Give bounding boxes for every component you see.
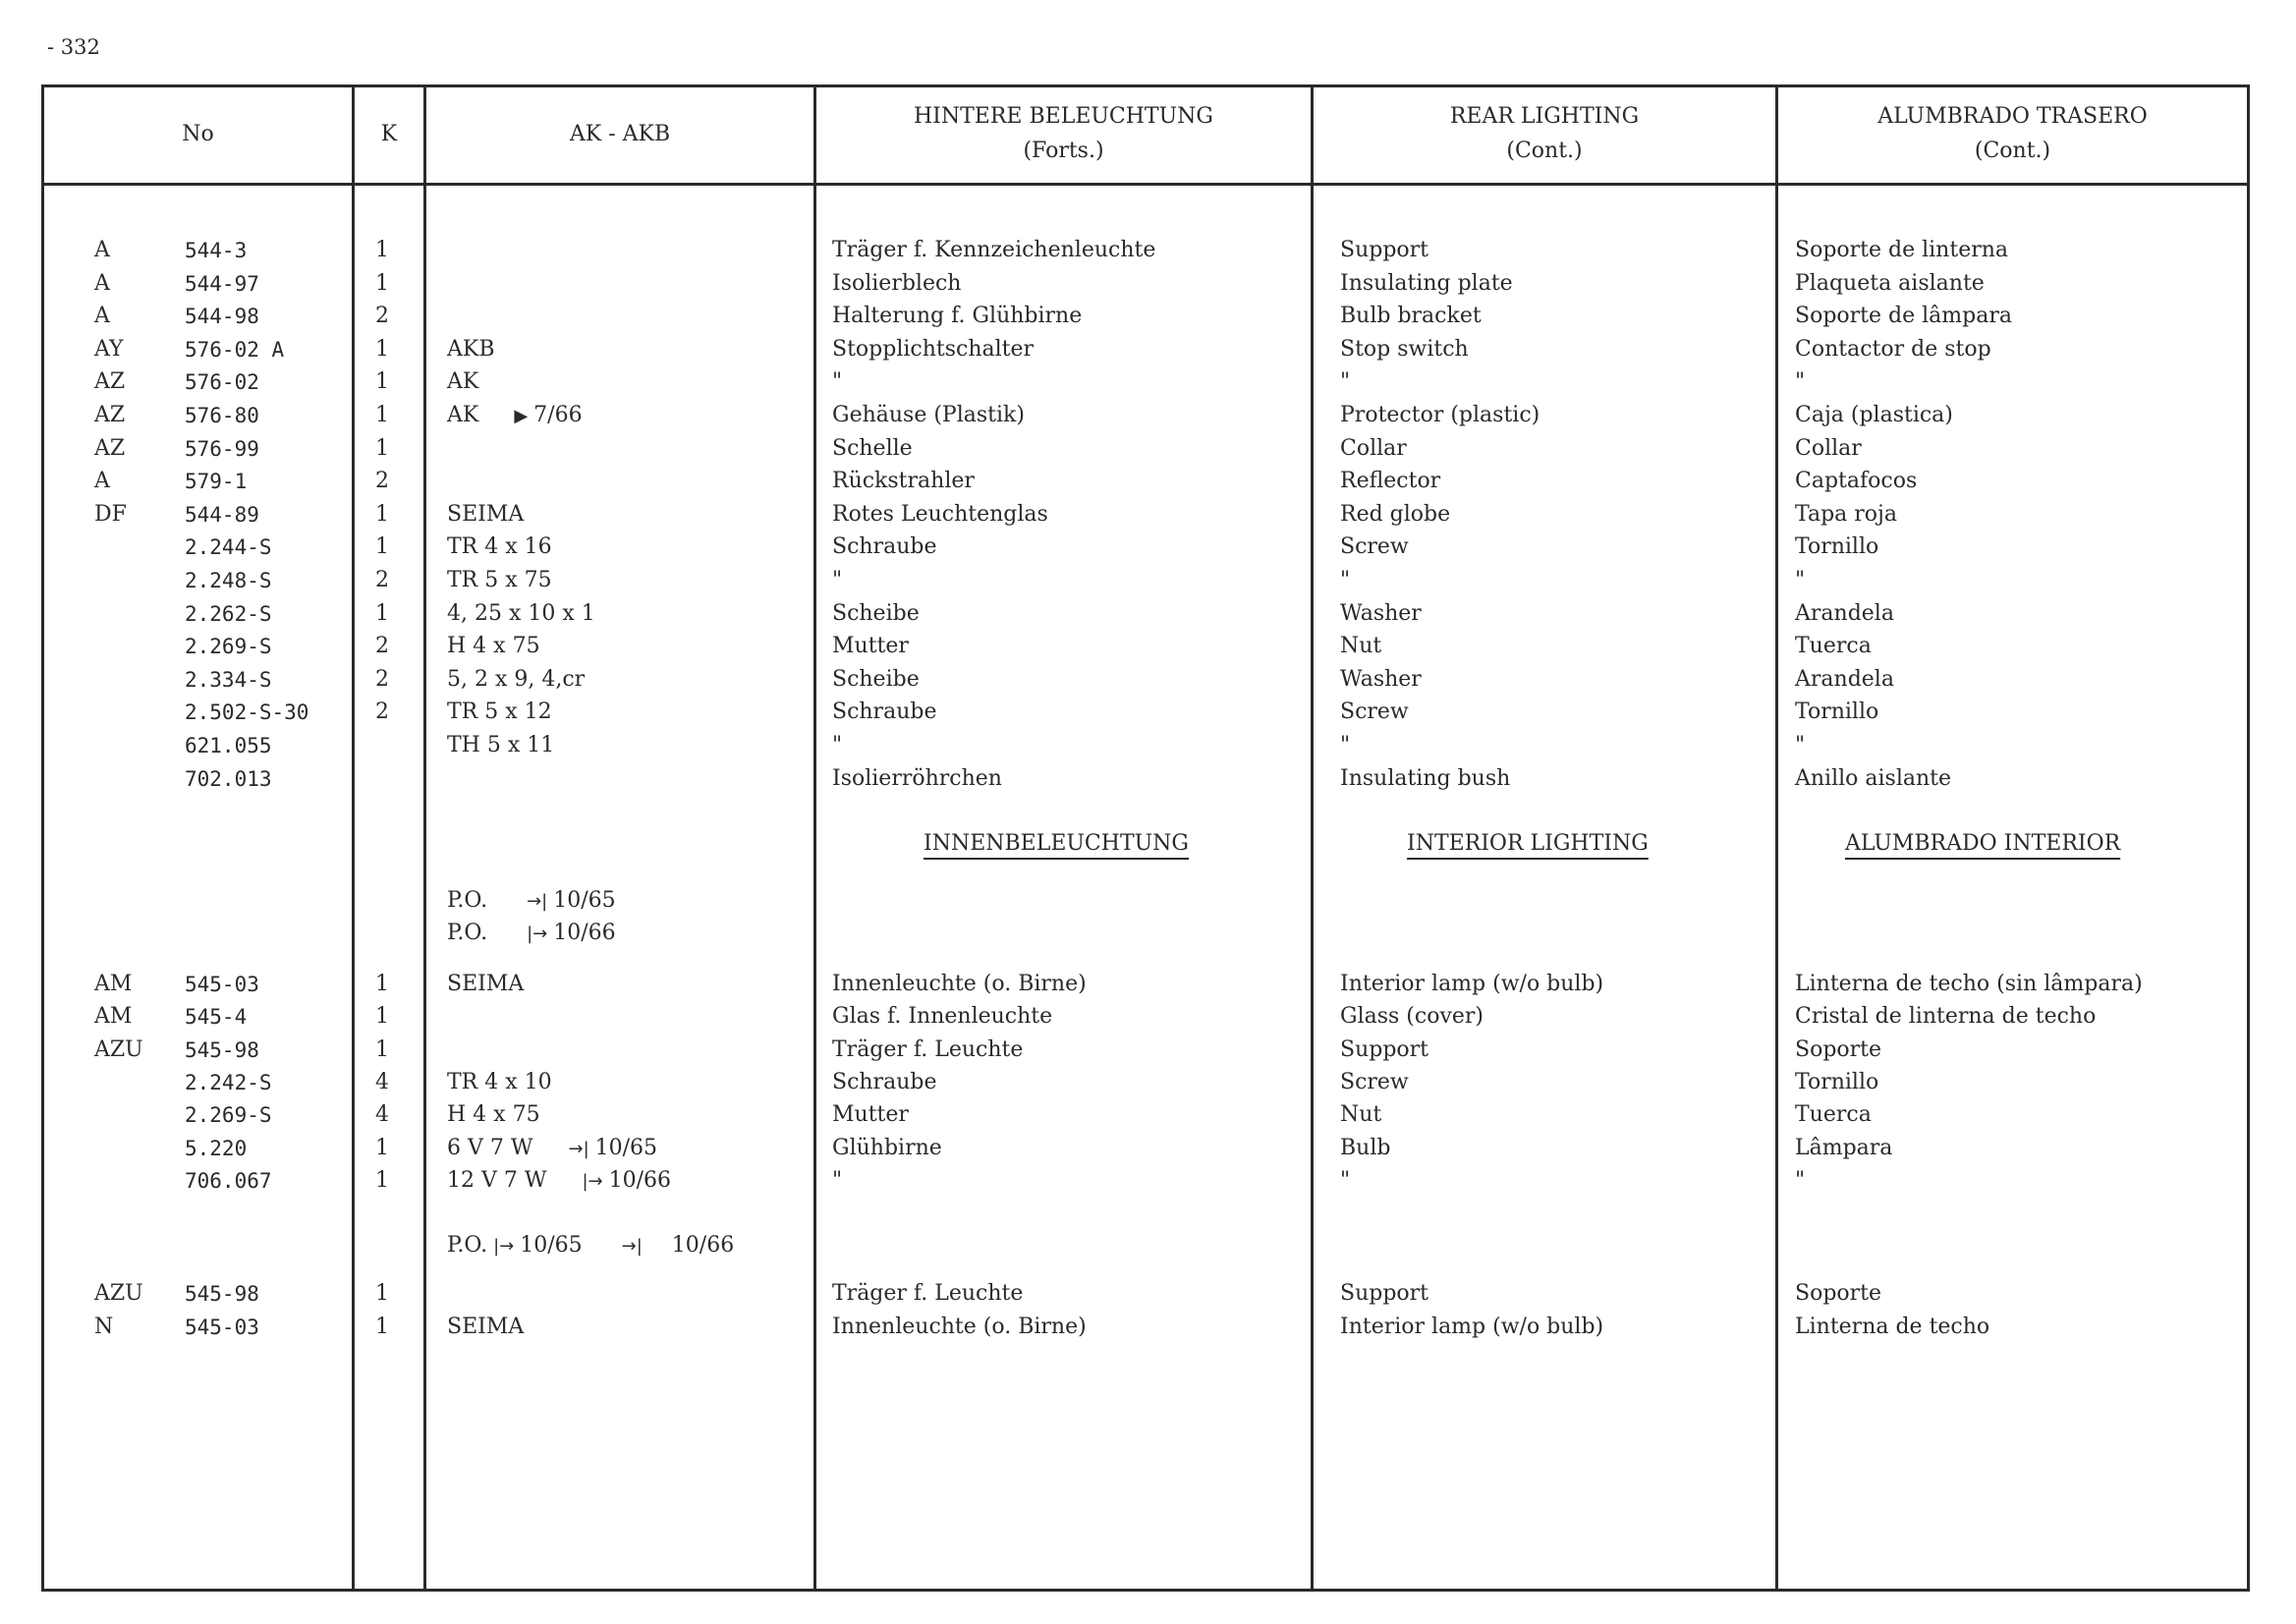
german-description: Innenleuchte (o. Birne) <box>832 972 1087 996</box>
ak-cell <box>447 500 524 530</box>
po-label: P.O. <box>447 921 488 945</box>
spanish-description: Tuerca <box>1795 634 1872 659</box>
ak-date: 10/66 <box>608 1167 672 1193</box>
quantity: 1 <box>375 435 389 461</box>
ak-cell <box>447 665 585 695</box>
part-number: 2.334-S <box>185 667 272 692</box>
ak-value: 4, 25 x 10 x 1 <box>447 600 595 626</box>
german-description: Stopplichtschalter <box>832 336 1035 362</box>
quantity: 1 <box>375 1281 389 1306</box>
spanish-description: Tapa roja <box>1795 501 1897 527</box>
ak-value: SEIMA <box>447 501 525 527</box>
ak-cell <box>447 1134 657 1163</box>
ak-cell <box>447 1068 552 1097</box>
ak-value: TR 4 x 16 <box>447 534 552 560</box>
subheading-german: INNENBELEUCHTUNG <box>924 831 1189 856</box>
english-description: Nut <box>1340 634 1382 659</box>
english-description: Insulating plate <box>1340 270 1513 296</box>
german-description: Halterung f. Glühbirne <box>832 304 1083 329</box>
english-description: Collar <box>1340 435 1407 461</box>
row-prefix: DF <box>94 501 127 527</box>
row-prefix: A <box>94 238 110 262</box>
quantity: 1 <box>375 972 389 996</box>
spanish-description: Arandela <box>1795 600 1894 626</box>
english-description: Bulb bracket <box>1340 304 1482 329</box>
spanish-description: Linterna de techo <box>1795 1314 1990 1339</box>
german-description: Schelle <box>832 435 913 461</box>
spanish-description: Linterna de techo (sin lâmpara) <box>1795 972 2143 996</box>
part-number: 545-98 <box>185 1282 259 1306</box>
german-description: Mutter <box>832 634 909 659</box>
part-number: 702.013 <box>185 766 272 791</box>
row-prefix: AM <box>94 1004 133 1030</box>
ak-cell <box>447 1100 540 1130</box>
english-description: " <box>1340 733 1351 757</box>
spanish-description: Tuerca <box>1795 1102 1872 1128</box>
column-divider <box>1311 84 1314 1592</box>
quantity: 1 <box>375 369 389 395</box>
quantity: 1 <box>375 501 389 527</box>
spanish-description: Captafocos <box>1795 469 1918 494</box>
ak-value: SEIMA <box>447 1314 525 1339</box>
header-german: HINTERE BELEUCHTUNG (Forts.) <box>914 104 1213 163</box>
english-description: Insulating bush <box>1340 765 1511 791</box>
part-number: 2.262-S <box>185 601 272 626</box>
english-description: Bulb <box>1340 1135 1391 1160</box>
german-description: Scheibe <box>832 666 920 692</box>
german-description: " <box>832 568 843 592</box>
part-number: 544-98 <box>185 305 259 329</box>
row-prefix: AZU <box>94 1036 143 1062</box>
page-number: - 332 <box>47 35 100 59</box>
english-description: " <box>1340 369 1351 395</box>
quantity: 1 <box>375 238 389 262</box>
quantity: 2 <box>375 666 389 692</box>
column-divider <box>1775 84 1778 1592</box>
german-description: Glas f. Innenleuchte <box>832 1004 1053 1030</box>
english-description: Interior lamp (w/o bulb) <box>1340 972 1604 996</box>
arrow-icon: |→ <box>527 924 548 944</box>
arrow-icon: |→ <box>493 1236 515 1257</box>
german-description: " <box>832 733 843 757</box>
part-number: 576-02 A <box>185 337 285 362</box>
english-description: Washer <box>1340 600 1422 626</box>
spanish-description: Caja (plastica) <box>1795 403 1953 427</box>
arrow-icon: →| <box>527 891 548 912</box>
ak-value: TR 5 x 12 <box>447 700 552 725</box>
german-description: Isolierröhrchen <box>832 765 1002 791</box>
ak-value: AK <box>447 369 479 395</box>
arrow-icon: ▶ <box>514 406 529 426</box>
ak-cell <box>447 1313 524 1342</box>
ak-date: 7/66 <box>533 403 583 427</box>
part-number: 544-97 <box>185 271 259 296</box>
ak-date: 10/65 <box>594 1135 658 1160</box>
header-no: No <box>182 121 214 146</box>
row-prefix: AZ <box>94 369 126 395</box>
ak-value: 5, 2 x 9, 4,cr <box>447 666 586 692</box>
ak-value: SEIMA <box>447 972 525 996</box>
part-number: 545-4 <box>185 1005 248 1030</box>
spanish-description: Tornillo <box>1795 534 1879 560</box>
quantity: 2 <box>375 700 389 725</box>
po-date: 10/66 <box>671 1233 735 1258</box>
ak-cell <box>447 632 540 661</box>
quantity: 2 <box>375 304 389 329</box>
german-description: " <box>832 1167 843 1193</box>
part-number: 576-80 <box>185 404 259 427</box>
part-number: 576-99 <box>185 436 259 461</box>
header-divider <box>41 183 2250 186</box>
german-description: Schraube <box>832 534 937 560</box>
german-description: Innenleuchte (o. Birne) <box>832 1314 1087 1339</box>
part-number: 2.269-S <box>185 635 272 659</box>
column-divider <box>813 84 816 1592</box>
ak-cell <box>447 401 583 430</box>
english-description: Reflector <box>1340 469 1441 494</box>
header-ak: AK - AKB <box>569 121 671 146</box>
po-date: 10/65 <box>553 888 616 913</box>
row-prefix: AY <box>94 336 124 362</box>
english-description: Stop switch <box>1340 336 1469 362</box>
german-description: Träger f. Kennzeichenleuchte <box>832 238 1156 262</box>
german-description: Isolierblech <box>832 270 962 296</box>
spanish-description: Arandela <box>1795 666 1894 692</box>
quantity: 1 <box>375 1135 389 1160</box>
row-prefix: AM <box>94 972 133 996</box>
german-description: Schraube <box>832 700 937 725</box>
ak-value: 6 V 7 W <box>447 1135 533 1160</box>
ak-value: TR 5 x 75 <box>447 568 552 592</box>
part-number: 5.220 <box>185 1136 248 1160</box>
part-number: 579-1 <box>185 470 248 494</box>
spanish-description: Anillo aislante <box>1795 765 1952 791</box>
header-spanish: ALUMBRADO TRASERO (Cont.) <box>1877 104 2148 163</box>
ak-cell <box>447 532 552 562</box>
po-line <box>447 1231 734 1260</box>
part-number: 706.067 <box>185 1168 272 1193</box>
quantity: 1 <box>375 1036 389 1062</box>
row-prefix: AZ <box>94 403 126 427</box>
part-number: 2.244-S <box>185 535 272 560</box>
column-divider <box>352 84 355 1592</box>
ak-cell <box>447 698 552 727</box>
spanish-description: Tornillo <box>1795 700 1879 725</box>
german-description: Träger f. Leuchte <box>832 1281 1024 1306</box>
english-description: Support <box>1340 238 1429 262</box>
spanish-description: Cristal de linterna de techo <box>1795 1004 2097 1030</box>
subheading-english: INTERIOR LIGHTING <box>1407 831 1649 856</box>
quantity: 4 <box>375 1102 389 1128</box>
part-number: 545-03 <box>185 973 259 996</box>
po-line <box>447 886 616 916</box>
row-prefix: A <box>94 304 110 329</box>
spanish-description: Tornillo <box>1795 1069 1879 1094</box>
ak-cell <box>447 731 554 760</box>
english-description: Washer <box>1340 666 1422 692</box>
row-prefix: N <box>94 1314 114 1339</box>
part-number: 2.502-S-30 <box>185 700 309 725</box>
row-prefix: AZU <box>94 1281 143 1306</box>
spanish-description: Soporte de linterna <box>1795 238 2009 262</box>
header-k: K <box>380 121 398 146</box>
quantity: 1 <box>375 403 389 427</box>
ak-value: TR 4 x 10 <box>447 1069 552 1094</box>
quantity: 4 <box>375 1069 389 1094</box>
english-description: " <box>1340 1167 1351 1193</box>
ak-cell <box>447 599 595 629</box>
english-description: Screw <box>1340 534 1409 560</box>
part-number: 2.269-S <box>185 1103 272 1128</box>
ak-value: AK <box>447 403 479 427</box>
quantity: 1 <box>375 270 389 296</box>
ak-value: H 4 x 75 <box>447 1102 540 1128</box>
spanish-description: " <box>1795 733 1806 757</box>
row-prefix: AZ <box>94 435 126 461</box>
english-description: Screw <box>1340 700 1409 725</box>
arrow-icon: →| <box>568 1138 589 1159</box>
quantity: 1 <box>375 600 389 626</box>
ak-value: TH 5 x 11 <box>447 733 555 757</box>
german-description: " <box>832 369 843 395</box>
english-description: Protector (plastic) <box>1340 403 1540 427</box>
spanish-description: " <box>1795 1167 1806 1193</box>
part-number: 2.248-S <box>185 569 272 592</box>
part-number: 621.055 <box>185 734 272 757</box>
quantity: 2 <box>375 634 389 659</box>
quantity: 1 <box>375 534 389 560</box>
spanish-description: Soporte <box>1795 1281 1882 1306</box>
po-label: P.O. <box>447 1233 488 1258</box>
spanish-description: Soporte de lâmpara <box>1795 304 2012 329</box>
english-description: Nut <box>1340 1102 1382 1128</box>
german-description: Scheibe <box>832 600 920 626</box>
quantity: 2 <box>375 469 389 494</box>
part-number: 2.242-S <box>185 1070 272 1094</box>
english-description: Red globe <box>1340 501 1451 527</box>
spanish-description: " <box>1795 369 1806 395</box>
column-divider <box>423 84 426 1592</box>
english-description: Screw <box>1340 1069 1409 1094</box>
german-description: Schraube <box>832 1069 937 1094</box>
spanish-description: Collar <box>1795 435 1862 461</box>
arrow-icon: →| <box>621 1236 643 1257</box>
row-prefix: A <box>94 270 110 296</box>
spanish-description: Soporte <box>1795 1036 1882 1062</box>
arrow-icon: |→ <box>582 1170 603 1192</box>
english-description: Support <box>1340 1281 1429 1306</box>
german-description: Glühbirne <box>832 1135 942 1160</box>
ak-cell <box>447 1166 671 1196</box>
ak-cell <box>447 566 552 595</box>
row-prefix: A <box>94 469 110 494</box>
ak-value: H 4 x 75 <box>447 634 540 659</box>
po-label: P.O. <box>447 888 488 913</box>
part-number: 545-98 <box>185 1037 259 1062</box>
po-date: 10/65 <box>520 1233 583 1258</box>
quantity: 2 <box>375 568 389 592</box>
ak-cell <box>447 970 524 999</box>
part-number: 545-03 <box>185 1315 259 1339</box>
po-line <box>447 919 616 948</box>
ak-value: AKB <box>447 336 495 362</box>
ak-cell <box>447 335 495 364</box>
english-description: Glass (cover) <box>1340 1004 1484 1030</box>
quantity: 1 <box>375 336 389 362</box>
german-description: Mutter <box>832 1102 909 1128</box>
spanish-description: Contactor de stop <box>1795 336 1991 362</box>
spanish-description: " <box>1795 568 1806 592</box>
quantity: 1 <box>375 1314 389 1339</box>
spanish-description: Lâmpara <box>1795 1135 1893 1160</box>
english-description: " <box>1340 568 1351 592</box>
part-number: 544-89 <box>185 502 259 527</box>
german-description: Rotes Leuchtenglas <box>832 501 1048 527</box>
ak-cell <box>447 367 478 397</box>
part-number: 576-02 <box>185 370 259 395</box>
ak-value: 12 V 7 W <box>447 1167 547 1193</box>
english-description: Interior lamp (w/o bulb) <box>1340 1314 1604 1339</box>
german-description: Rückstrahler <box>832 469 975 494</box>
german-description: Gehäuse (Plastik) <box>832 403 1025 427</box>
header-english: REAR LIGHTING (Cont.) <box>1449 104 1640 163</box>
quantity: 1 <box>375 1004 389 1030</box>
spanish-description: Plaqueta aislante <box>1795 270 1985 296</box>
po-date: 10/66 <box>553 921 616 945</box>
english-description: Support <box>1340 1036 1429 1062</box>
part-number: 544-3 <box>185 239 248 262</box>
subheading-spanish: ALUMBRADO INTERIOR <box>1845 831 2121 856</box>
german-description: Träger f. Leuchte <box>832 1036 1024 1062</box>
quantity: 1 <box>375 1167 389 1193</box>
